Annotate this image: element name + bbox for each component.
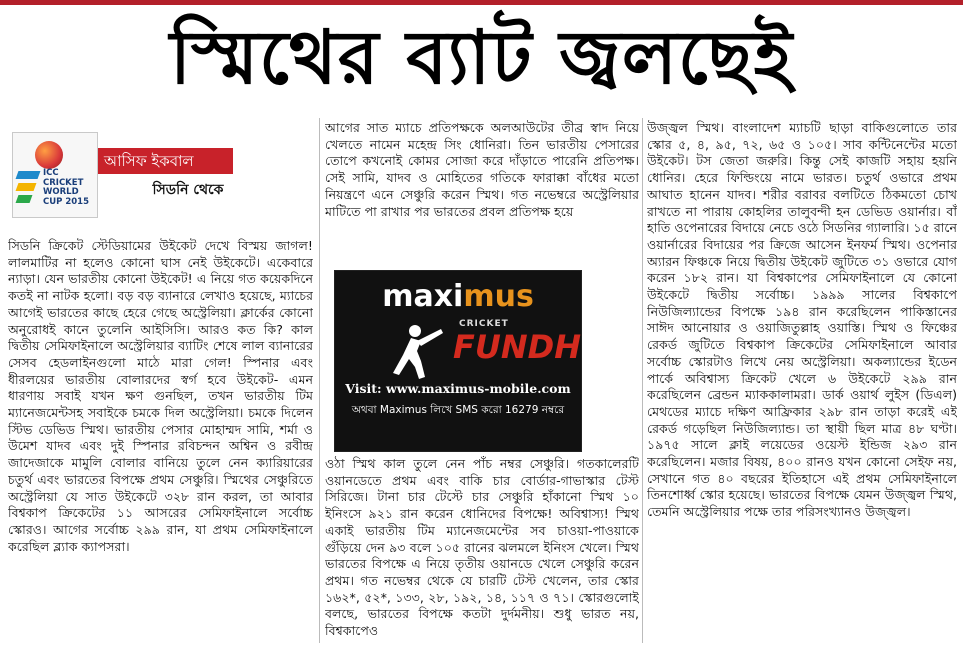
batsman-icon (375, 321, 445, 381)
ad-cricket-label: CRICKET (459, 319, 509, 329)
advertisement[interactable] (334, 270, 582, 452)
ad-visit-url[interactable]: Visit: www.maximus-mobile.com (345, 381, 571, 396)
ad-sms-text: অথবা Maximus লিখে SMS করো 16279 নম্বরে (351, 404, 565, 416)
column-divider (642, 118, 643, 643)
headline: স্মিথের ব্যাট জ্বলছেই (169, 15, 794, 101)
article-column-3: উজ্জ্বল স্মিথ। বাংলাদেশ ম্যাচটি ছাড়া বাকিগুলোতে তার স্কোর ৫, ৪, ৯৫, ৭২, ৬৫ ও ১০৫। সাব কন্টিনেন্টের মতো উইকেট। টস জেতা জরুরি। কিন্তু সেই কাজটি সহায় হয়নি ধোনির। হেরে ফিল্ডিংয়ে নামে ভারত। চতুর্থ ওভারে প্রথম আঘাত হানেন যাদব। শরীর বরাবর বলটিতে ঠিকমতো চোখ রাখতে না পারায় কোহলির তালুবন্দী হন ডেভিড ওয়ার্নার। বাঁ হাতি ওপেনারের বিদায়ে নেচে ওঠে সিডনির গ্যালারি। ১৫ রানে ওয়ার্নারের বিদায়ের পর ক্রিজে আসেন ইনফর্ম স্মিথ। ওপেনার অ্যারন ফিঞ্চকে নিয়ে দ্বিতীয় উইকেট জুটিতে ৩১ ওভারে যোগ করেন ১৮২ রান। যা বিশ্বকাপের সেমিফাইনালে যে কোনো উইকেটে দ্বিতীয় সর্বোচ্চ। ১৯৯৯ সালের বিশ্বকাপে নিউজিল্যান্ডের বিপক্ষে ১৯৪ রান করেছিলেন পাকিস্তানের সাঈদ আনোয়ার ও ওয়াজিতুল্লাহ ওয়াস্তি। স্মিথ ও ফিঞ্চের রেকর্ড জুটিতে বিশ্বকাপ ক্রিকেটের সেমিফাইনালে আবার সর্বোচ্চ স্কোরটাও লিখে নেয় অস্ট্রেলিয়া। অকল্যান্ডের ইডেন পার্কে অবিশ্বাস্য ক্রিকেট খেলে ৬ উইকেটে ২৯৯ রান করেছিলেন ব্রেন্ডন ম্যাককালামরা। ডার্ক ওয়ার্থ লুইস (ডিএল) মেথডের ম্যাচে দক্ষিণ আফ্রিকার ২৯৮ রান তাড়া করেই এই রেকর্ড গড়েছিল নিউজিল্যান্ড। তা স্থায়ী ছিল মাত্র ৪৮ ঘণ্টা। ১৯৭৫ সালে ক্লাই লয়েডের ওয়েস্ট ইন্ডিজ ২৯৩ রান করেছিলেন। মজার বিষয়, ৪০০ রানও যখন কোনো সেইফ নয়, সেখানে গত ৪০ বছরের ইতিহাসে এই প্রথম সেমিফাইনালে তিনশোর্ধ্ব স্কোর হয়েছে। ভারতের বিপক্ষে যেমন উজ্জ্বল স্মিথ, তেমনি অস্ট্রেলিয়ার পক্ষে তার পরিসংখ্যানও উজ্জ্বল। (647, 120, 957, 520)
ad-brand: maximus (382, 279, 534, 314)
logo-text: ICC CRICKET WORLD CUP 2015 (43, 168, 89, 207)
column-divider (319, 118, 320, 643)
article-column-2-bottom: ওঠা স্মিথ কাল তুলে নেন পাঁচ নম্বর সেঞ্চুরি। গতকালেরটি ওয়ানডেতে প্রথম এবং বাকি চার বোর্ডার-গাভাস্কার টেস্ট সিরিজে। টানা চার টেস্টে চার সেঞ্চুরি হাঁকানো স্মিথ ১০ ইনিংসে ৯২১ রান করেন ধোনিদের বিপক্ষে! অবিশ্বাস্য! স্মিথ একাই ভারতীয় টিম ম্যানেজমেন্টের সব চাওয়া-পাওয়াকে গুঁড়িয়ে দেন ৯৩ বলে ১০৫ রানের ঝলমলে ইনিংস খেলে। স্মিথ ভারতের বিপক্ষে এ নিয়ে তৃতীয় ওয়ানডে খেলে সেঞ্চুরি করেন প্রথম। গত নভেম্বর থেকে যে চারটি টেস্ট খেলেন, তার স্কোর ১৬২*, ৫২*, ১৩৩, ২৮, ১৯২, ১৪, ১১৭ ও ৭১। স্কোরগুলোই বলছে, ভারতের বিপক্ষে কতটা দুর্দমনীয়। শুধু ভারত নয়, বিশ্বকাপেও (325, 456, 639, 639)
author-location: সিডনি থেকে (152, 182, 224, 198)
ball-icon (35, 141, 63, 169)
world-cup-logo (12, 132, 98, 218)
author-name: আসিফ ইকবাল (104, 152, 194, 170)
article-column-2-top: আগের সাত ম্যাচে প্রতিপক্ষকে অলআউটের তীব্র স্বাদ নিয়ে খেলতে নামেন মহেন্দ্র সিং ধোনিরা। তিন ভারতীয় পেসারের তোপে কখনোই কোমর সোজা করে দাঁড়াতে পারেনি প্রতিপক্ষ। সেই সামি, যাদব ও মোহিতের গতিকে ফারাক্কা বাঁধের মতো নিয়ন্ত্রণে এনে সেঞ্চুরি করেন স্মিথ। গত নভেম্বরে অস্ট্রেলিয়ার মাটিতে পা রাখার পর ভারতের প্রবল প্রতিপক্ষ হয়ে (325, 120, 639, 219)
byline (8, 128, 318, 228)
ad-fundh-label: FUNDH (453, 328, 581, 366)
article-column-1: সিডনি ক্রিকেট স্টেডিয়ামের উইকেট দেখে বিস্ময় জাগল! লালমাটির না হলেও কোনো ঘাস নেই উইকেটে। একেবারে ন্যাড়া। যেন ভারতীয় কোনো উইকেট! এ নিয়ে গত কয়েকদিনে কতই না নাটক হলো। বড় বড় ব্যানারে লেখাও হয়েছে, ম্যাচের আগেই ভারতের কাছে হেরে গেছে অস্ট্রেলিয়া। ক্লার্কের কোনো অনুরোধই কানে তুলেনি আইসিসি। আরও কত কি? কাল দ্বিতীয় সেমিফাইনালে অস্ট্রেলিয়ার ব্যাটিং শেষে লাল ব্যানারের সেসব হেডলাইনগুলো মাঠে মারা গেল! স্পিনার এবং ধীরলয়ের ভারতীয় বোলারদের স্বর্গ হবে উইকেট- এমন ধারণায় সবাই যখন ক্ষণ গুনছিল, তখন ভারতীয় টিম ম্যানেজমেন্টসহ সবাইকে চমকে দিল অস্ট্রেলিয়া। চমকে দিলেন স্টিভ ডেভিড স্মিথ। ভারতীয় পেসার মোহাম্মদ সামি, শর্মা ও উমেশ যাদব এবং দুই স্পিনার রবিচন্দন অশ্বিন ও রবীন্দ্র জাদেজাকে মামুলি বোলার বানিয়ে তুলে নেন ক্যারিয়ারের চতুর্থ এবং ভারতের বিপক্ষে প্রথম সেঞ্চুরি। স্মিথের সেঞ্চুরিতে অস্ট্রেলিয়া যে সাত উইকেটে ৩২৮ রান করল, তা আবার বিশ্বকাপ ক্রিকেটের ১১ আসরের সেমিফাইনালে সর্বোচ্চ স্কোরও। আগের সর্বোচ্চ ২৯৯ রান, যা প্রথম সেমিফাইনালে করেছিল ব্ল্যাক ক্যাপসরা। (8, 238, 313, 554)
